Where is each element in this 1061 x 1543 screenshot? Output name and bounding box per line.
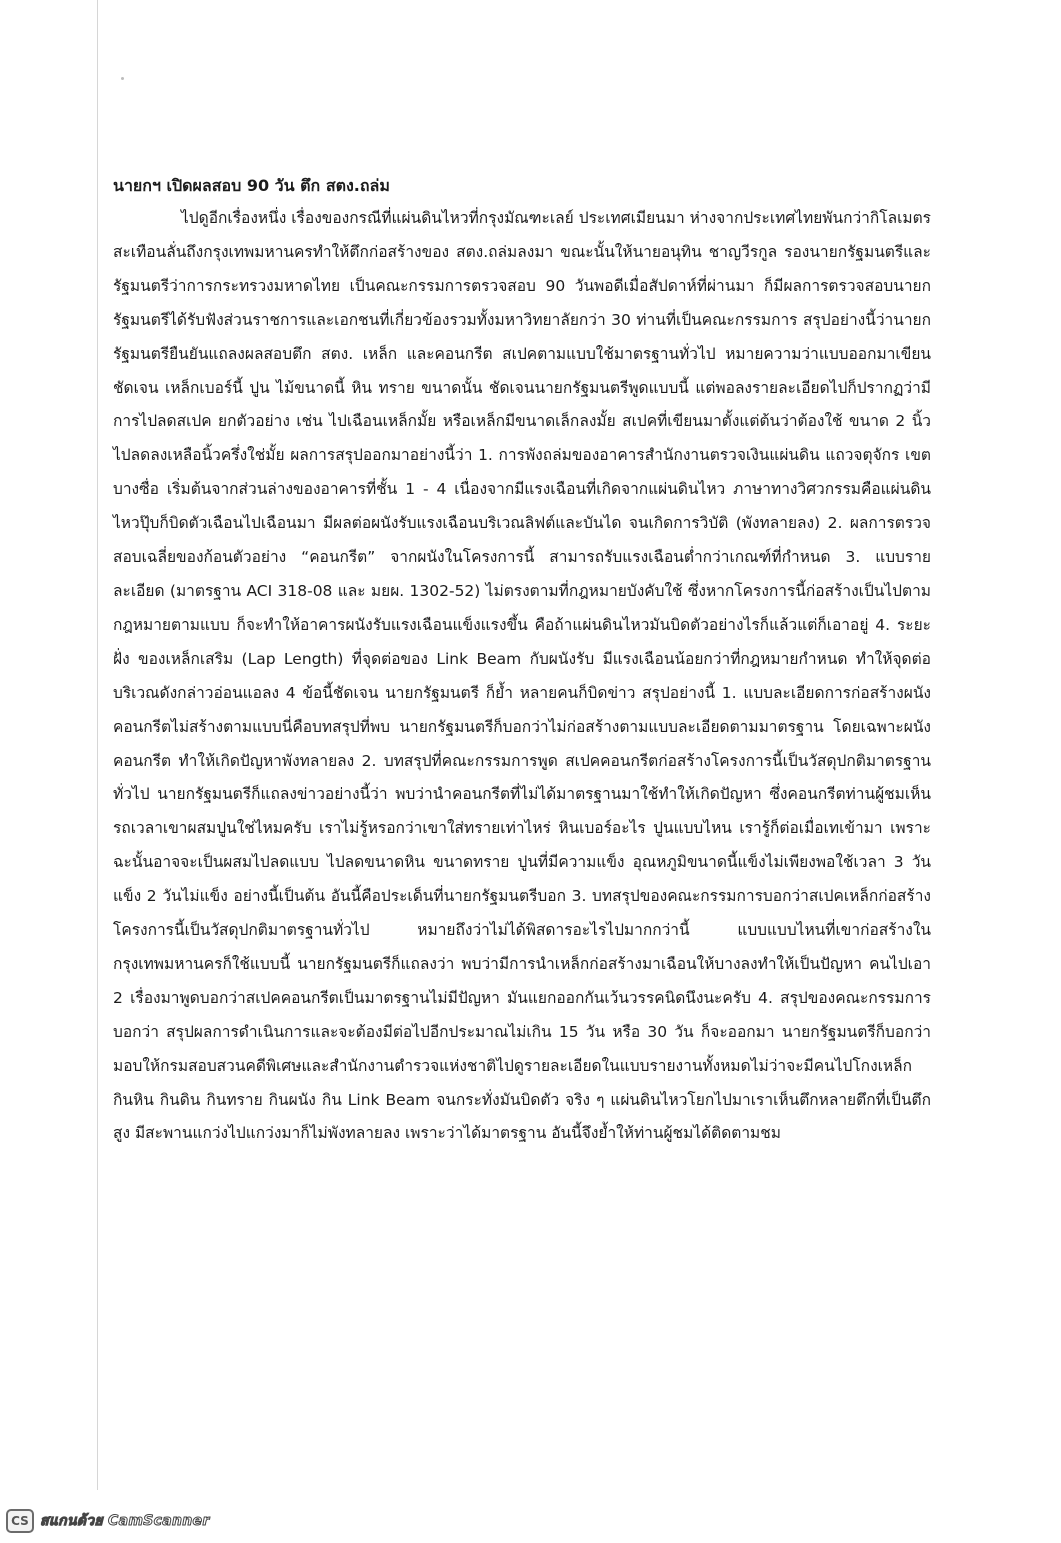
document-heading: นายกฯ เปิดผลสอบ 90 วัน ตึก สตง.ถล่ม [113,176,390,195]
camscanner-watermark [6,1506,210,1536]
camscanner-label: สแกนด้วย CamScanner [40,1513,210,1529]
margin-line [97,0,98,1490]
document-body: ไปดูอีกเรื่องหนึ่ง เรื่องของกรณีที่แผ่นดินไหวที่กรุงมัณฑะเลย์ ประเทศเมียนมา ห่างจากประเทศไทยพันกว่ากิโลเมตร สะเทือนลั่นถึงกรุงเทพมหานครทำให้ตึกก่อสร้างของ สตง.ถล่มลงมา ขณะนั้นให้นายอนุทิน ชาญวีรกูล รองนายกรัฐมนตรีและรัฐมนตรีว่าการกระทรวงมหาดไทย เป็นคณะกรรมการตรวจสอบ 90 วันพอดีเมื่อสัปดาห์ที่ผ่านมา ก็มีผลการตรวจสอบนายกรัฐมนตรีได้รับฟังส่วนราชการและเอกชนที่เกี่ยวข้องรวมทั้งมหาวิทยาลัยกว่า 30 ท่านที่เป็นคณะกรรมการ สรุปอย่างนี้ว่านายกรัฐมนตรียืนยันแถลงผลสอบตึก สตง. เหล็ก และคอนกรีต สเปคตามแบบใช้มาตรฐานทั่วไป หมายความว่าแบบออกมาเขียนชัดเจน เหล็กเบอร์นี้ ปูน ไม้ขนาดนี้ หิน ทราย ขนาดนั้น ชัดเจนนายกรัฐมนตรีพูดแบบนี้ แต่พอลงรายละเอียดไปก็ปรากฏว่ามีการไปลดสเปค ยกตัวอย่าง เช่น ไปเฉือนเหล็กมั้ย หรือเหล็กมีขนาดเล็กลงมั้ย สเปคที่เขียนมาตั้งแต่ต้นว่าต้องใช้ ขนาด 2 นิ้ว ไปลดลงเหลือนิ้วครึ่งใช่มั้ย ผลการสรุปออกมาอย่างนี้ว่า 1. การพังถล่มของอาคารสำนักงานตรวจเงินแผ่นดิน แถวจตุจักร เขตบางซื่อ เริ่มต้นจากส่วนล่างของอาคารที่ชั้น 1 - 4 เนื่องจากมีแรงเฉือนที่เกิดจากแผ่นดินไหว ภาษาทางวิศวกรรมคือแผ่นดินไหวปุ๊บก็บิดตัวเฉือนไปเฉือนมา มีผลต่อผนังรับแรงเฉือนบริเวณลิฟต์และบันได จนเกิดการวิบัติ (พังทลายลง) 2. ผลการตรวจสอบเฉลี่ยของก้อนตัวอย่าง “คอนกรีต” จากผนังในโครงการนี้ สามารถรับแรงเฉือนต่ำกว่าเกณฑ์ที่กำหนด 3. แบบรายละเอียด (มาตรฐาน ACI 318-08 และ มยผ. 1302-52) ไม่ตรงตามที่กฎหมายบังคับใช้ ซึ่งหากโครงการนี้ก่อสร้างเป็นไปตามกฎหมายตามแบบ ก็จะทำให้อาคารผนังรับแรงเฉือนแข็งแรงขึ้น คือถ้าแผ่นดินไหวมันบิดตัวอย่างไรก็แล้วแต่ก็เอาอยู่ 4. ระยะฝั่ง ของเหล็กเสริม (Lap Length) ที่จุดต่อของ Link Beam กับผนังรับ มีแรงเฉือนน้อยกว่าที่กฎหมายกำหนด ทำให้จุดต่อบริเวณดังกล่าวอ่อนแอลง 4 ข้อนี้ชัดเจน นายกรัฐมนตรี ก็ย้ำ หลายคนก็บิดข่าว สรุปอย่างนี้ 1. แบบละเอียดการก่อสร้างผนังคอนกรีตไม่สร้างตามแบบนี่คือบทสรุปที่พบ นายกรัฐมนตรีก็บอกว่าไม่ก่อสร้างตามแบบละเอียดตามมาตรฐาน โดยเฉพาะผนังคอนกรีต ทำให้เกิดปัญหาพังทลายลง 2. บทสรุปที่คณะกรรมการพูด สเปคคอนกรีตก่อสร้างโครงการนี้เป็นวัสดุปกติมาตรฐานทั่วไป นายกรัฐมนตรีก็แถลงข่าวอย่างนี้ว่า พบว่านำคอนกรีตที่ไม่ได้มาตรฐานมาใช้ทำให้เกิดปัญหา ซึ่งคอนกรีตท่านผู้ชมเห็นรถเวลาเขาผสมปูนใช่ไหมครับ เราไม่รู้หรอกว่าเขาใส่ทรายเท่าไหร่ หินเบอร์อะไร ปูนแบบไหน เรารู้ก็ต่อเมื่อเทเข้ามา เพราะฉะนั้นอาจจะเป็นผสมไปลดแบบ ไปลดขนาดหิน ขนาดทราย ปูนที่มีความแข็ง อุณหภูมิขนาดนี้แข็งไม่เพียงพอใช้เวลา 3 วันแข็ง 2 วันไม่แข็ง อย่างนี้เป็นต้น อันนี้คือประเด็นที่นายกรัฐมนตรีบอก 3. บทสรุปของคณะกรรมการบอกว่าสเปคเหล็กก่อสร้างโครงการนี้เป็นวัสดุปกติมาตรฐานทั่วไป หมายถึงว่าไม่ได้พิสดารอะไรไปมากกว่านี้ แบบแบบไหนที่เขาก่อสร้างในกรุงเทพมหานครก็ใช้แบบนี้ นายกรัฐมนตรีก็แถลงว่า พบว่ามีการนำเหล็กก่อสร้างมาเฉือนให้บางลงทำให้เป็นปัญหา คนไปเอา 2 เรื่องมาพูดบอกว่าสเปคคอนกรีตเป็นมาตรฐานไม่มีปัญหา มันแยกออกกันเว้นวรรคนิดนึงนะครับ 4. สรุปของคณะกรรมการบอกว่า สรุปผลการดำเนินการและจะต้องมีต่อไปอีกประมาณไม่เกิน 15 วัน หรือ 30 วัน ก็จะออกมา นายกรัฐมนตรีก็บอกว่า มอบให้กรมสอบสวนคดีพิเศษและสำนักงานตำรวจแห่งชาติไปดูรายละเอียดในแบบรายงานทั้งหมดไม่ว่าจะมีคนไปโกงเหล็ก กินหิน กินดิน กินทราย กินผนัง กิน Link Beam จนกระทั่งมันบิดตัว จริง ๆ แผ่นดินไหวโยกไปมาเราเห็นตึกหลายตึกที่เป็นตึกสูง มีสะพานแกว่งไปแกว่งมาก็ไม่พังทลายลง เพราะว่าได้มาตรฐาน อันนี้จึงย้ำให้ท่านผู้ชมได้ติดตามชม [113,209,931,1143]
camscanner-logo-icon: CS [6,1509,34,1533]
document-content [113,172,931,1151]
scan-speck [121,77,124,80]
